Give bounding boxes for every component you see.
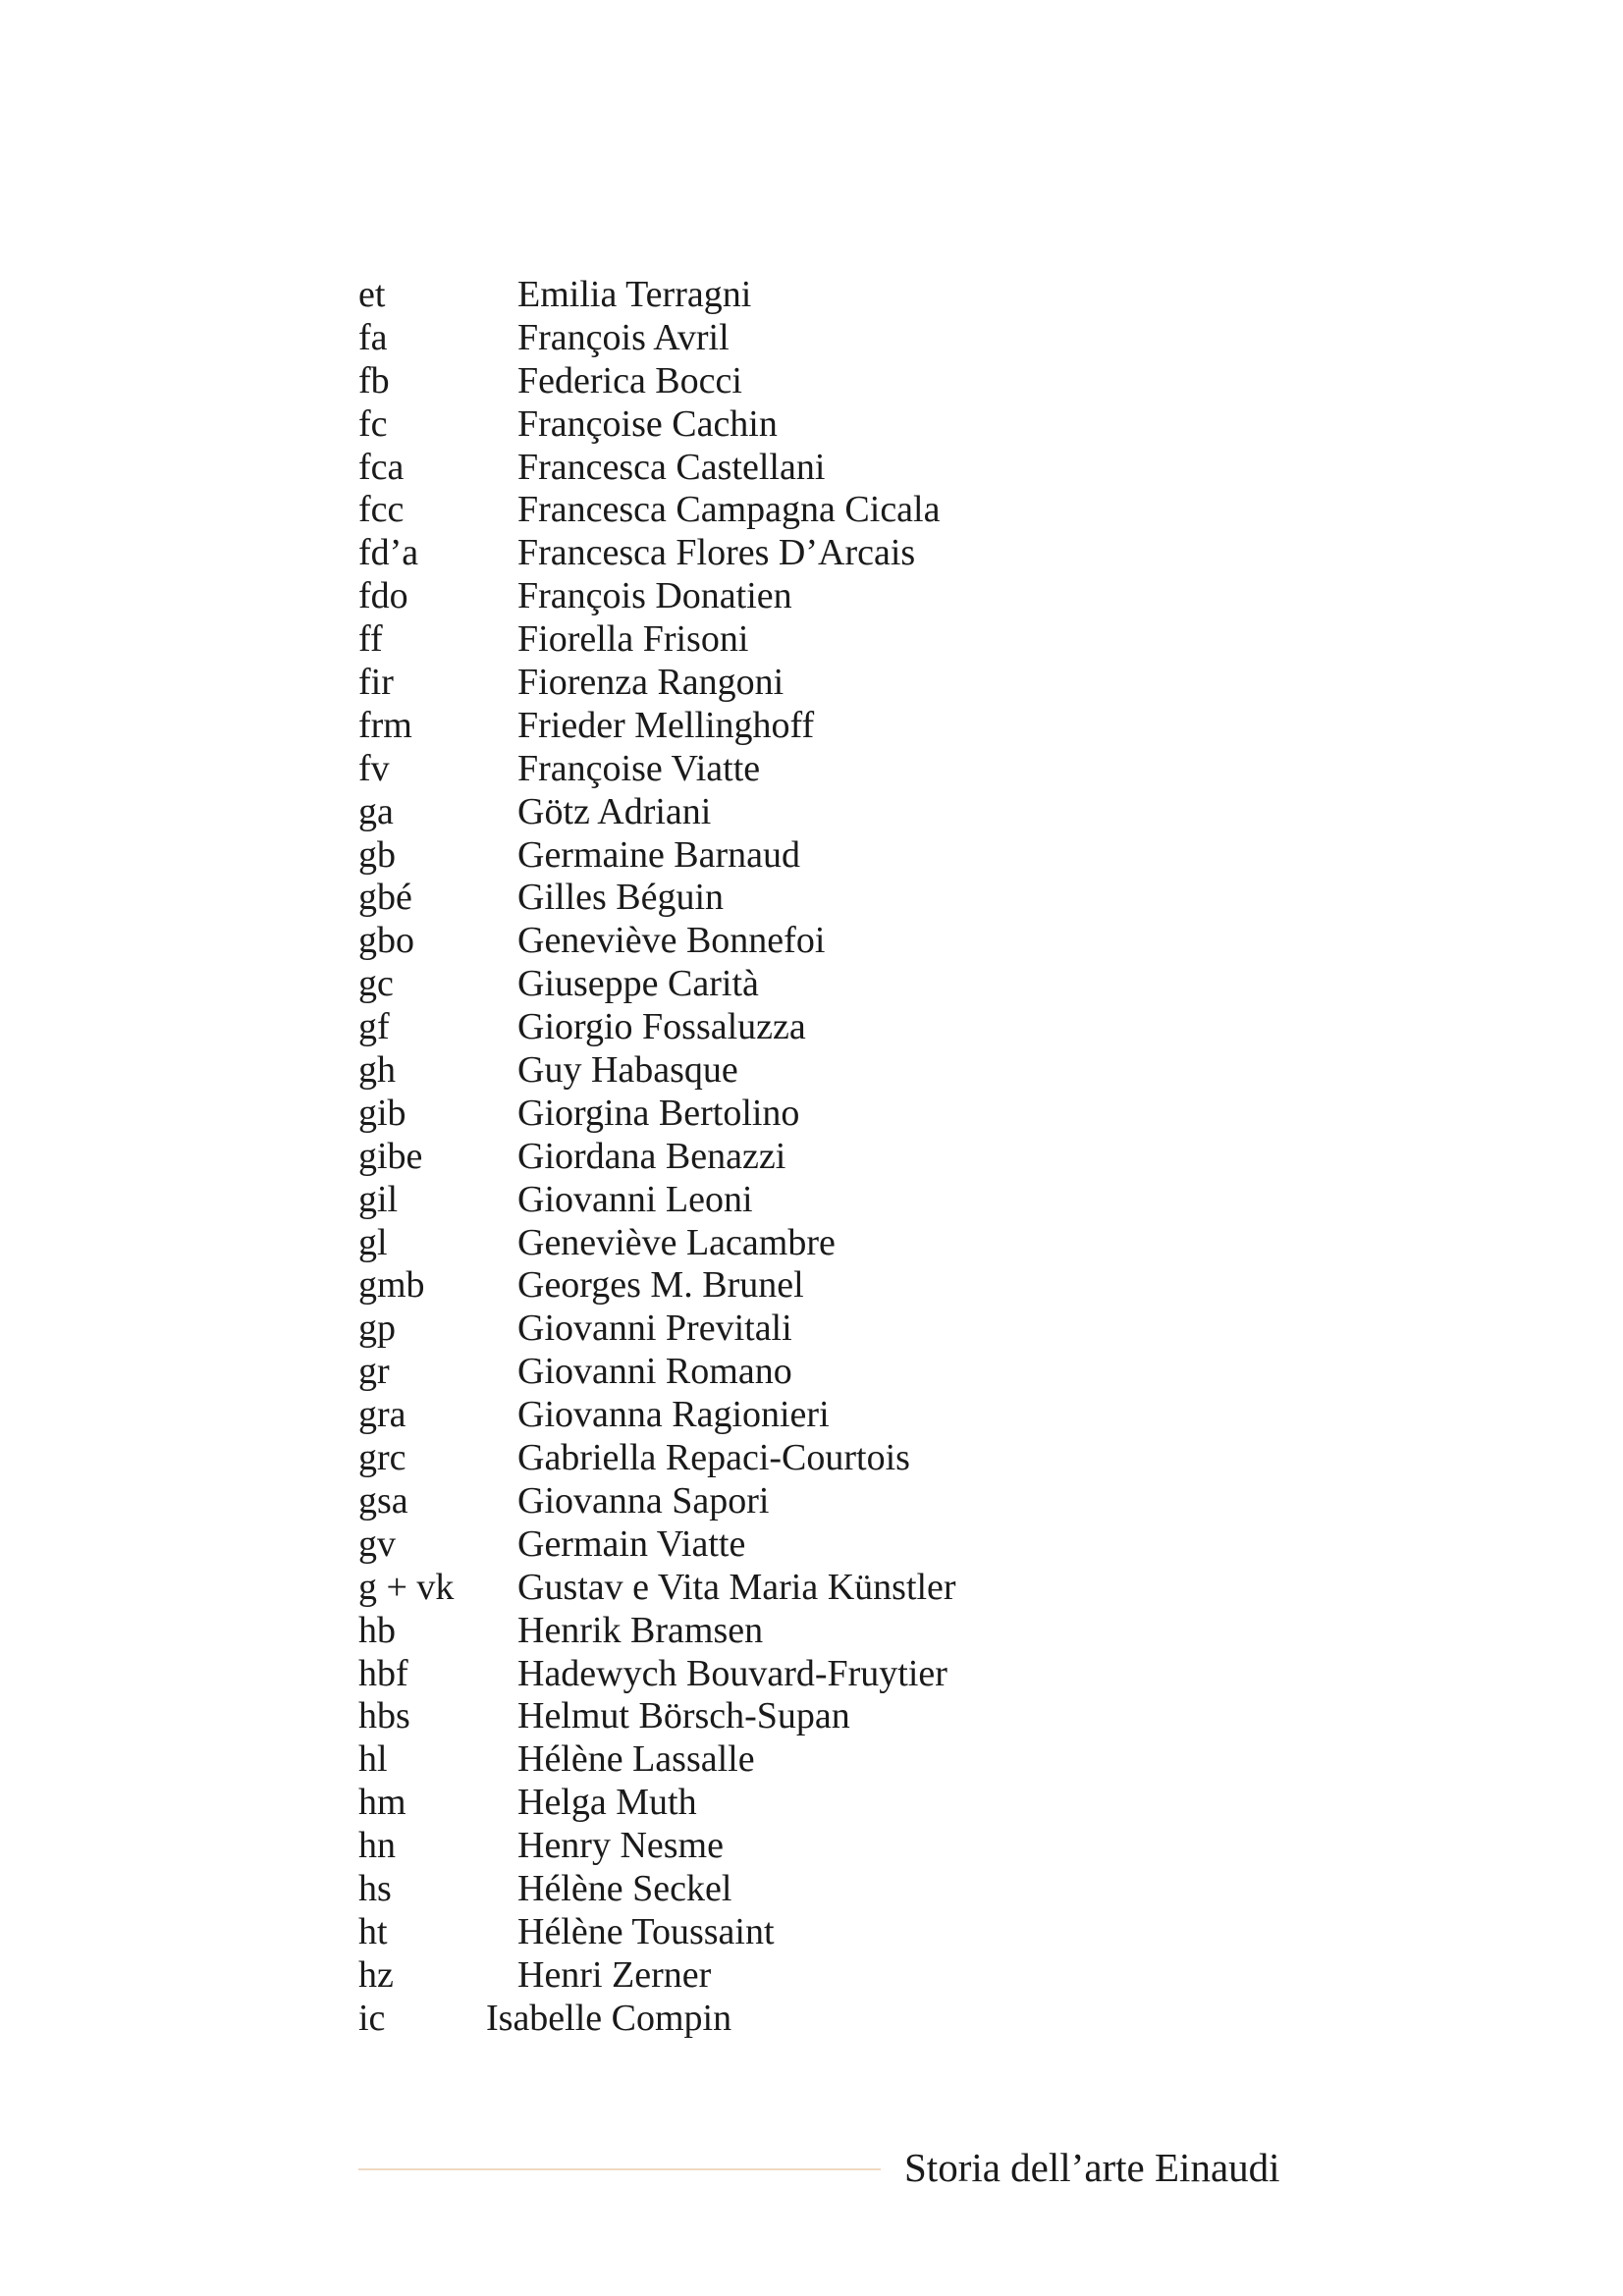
contributor-abbreviation: fdo — [358, 575, 408, 617]
contributor-abbreviation: gra — [358, 1394, 406, 1436]
contributor-entry — [358, 963, 1242, 1006]
contributor-name: Hélène Lassalle — [517, 1738, 755, 1781]
contributor-entry — [358, 532, 1242, 575]
contributor-abbreviation: gbé — [358, 877, 412, 919]
contributor-entry — [358, 1523, 1242, 1567]
footer-title: Storia dell’arte Einaudi — [904, 2145, 1280, 2190]
contributor-abbreviation: hn — [358, 1825, 396, 1867]
contributor-entry — [358, 403, 1242, 447]
contributor-name: Françoise Cachin — [517, 402, 778, 445]
contributor-entry — [358, 317, 1242, 360]
contributor-name: Hélène Seckel — [517, 1867, 732, 1909]
contributor-abbreviation: fb — [358, 359, 390, 401]
contributor-name: Geneviève Lacambre — [517, 1221, 836, 1263]
contributor-abbreviation: fa — [358, 316, 388, 358]
contributor-name: Francesca Campagna Cicala — [517, 489, 941, 531]
contributor-entry — [358, 360, 1242, 403]
contributor-name: Henri Zerner — [517, 1953, 712, 1996]
contributor-abbreviation: gibe — [358, 1135, 423, 1177]
contributor-entry — [358, 1911, 1242, 1954]
contributor-abbreviation: grc — [358, 1437, 406, 1479]
contributor-name: Giovanni Previtali — [517, 1308, 792, 1350]
contributor-abbreviation: gsa — [358, 1479, 408, 1522]
contributor-entry — [358, 1998, 1242, 2041]
contributor-abbreviation: fcc — [358, 489, 405, 531]
contributor-name: Gilles Béguin — [517, 877, 725, 919]
contributor-abbreviation: hl — [358, 1738, 388, 1781]
contributor-name: François Avril — [517, 316, 730, 358]
contributor-entry — [358, 1695, 1242, 1738]
contributor-entry — [358, 1480, 1242, 1523]
contributor-entry — [358, 1006, 1242, 1049]
contributor-abbreviation: fca — [358, 446, 405, 488]
contributor-entry — [358, 575, 1242, 618]
contributor-name: Helmut Börsch-Supan — [517, 1695, 850, 1737]
contributor-entry — [358, 618, 1242, 662]
contributor-name: Frieder Mellinghoff — [517, 704, 815, 746]
contributor-entry — [358, 1825, 1242, 1868]
contributor-name: Henrik Bramsen — [517, 1609, 764, 1651]
contributor-name: Germain Viatte — [517, 1522, 746, 1565]
contributor-entry — [358, 1093, 1242, 1136]
contributor-name: Germaine Barnaud — [517, 833, 801, 876]
contributor-name: Helga Muth — [517, 1782, 697, 1824]
contributor-abbreviation: hbf — [358, 1652, 408, 1694]
contributor-name: Isabelle Compin — [486, 1997, 732, 2039]
contributor-entry — [358, 791, 1242, 834]
contributor-abbreviation: g + vk — [358, 1566, 455, 1608]
contributor-name: Hélène Toussaint — [517, 1910, 775, 1952]
contributor-name: Giuseppe Carità — [517, 963, 759, 1005]
contributor-name: Françoise Viatte — [517, 747, 761, 789]
contributor-name: Giorgina Bertolino — [517, 1092, 800, 1134]
contributor-abbreviation: gib — [358, 1092, 406, 1134]
contributor-entry — [358, 1136, 1242, 1179]
contributor-abbreviation: hm — [358, 1782, 406, 1824]
contributor-entry — [358, 1954, 1242, 1998]
contributor-entry — [358, 447, 1242, 490]
contributor-name: Georges M. Brunel — [517, 1264, 804, 1307]
contributor-abbreviation: ic — [358, 1997, 386, 2039]
contributor-entry — [358, 877, 1242, 920]
contributor-abbreviation: gl — [358, 1221, 388, 1263]
contributor-name: Guy Habasque — [517, 1049, 738, 1092]
contributor-abbreviation: et — [358, 274, 386, 315]
contributor-name: Giovanna Sapori — [517, 1479, 770, 1522]
contributor-entry — [358, 274, 1242, 317]
contributor-abbreviation: fv — [358, 747, 390, 789]
contributor-abbreviation: hs — [358, 1867, 392, 1909]
contributor-entry — [358, 1567, 1242, 1610]
contributor-abbreviation: ga — [358, 790, 394, 832]
contributor-name: François Donatien — [517, 575, 792, 617]
contributor-abbreviation: gh — [358, 1049, 396, 1092]
contributor-abbreviation: gf — [358, 1006, 390, 1048]
contributor-entry — [358, 705, 1242, 748]
contributor-entry — [358, 1264, 1242, 1308]
page-footer — [358, 2138, 1316, 2197]
contributor-abbreviation: ht — [358, 1910, 388, 1952]
contributor-entry — [358, 1437, 1242, 1480]
contributor-entry — [358, 920, 1242, 963]
contributor-abbreviation: fd’a — [358, 532, 419, 574]
contributor-entry — [358, 1222, 1242, 1265]
contributor-abbreviation: gbo — [358, 920, 414, 962]
contributor-name: Giorgio Fossaluzza — [517, 1006, 806, 1048]
contributor-list — [358, 274, 1242, 2041]
contributor-abbreviation: gr — [358, 1351, 390, 1393]
contributor-name: Giovanni Romano — [517, 1351, 792, 1393]
contributor-name: Fiorella Frisoni — [517, 618, 749, 661]
contributor-entry — [358, 1653, 1242, 1696]
contributor-name: Giovanni Leoni — [517, 1178, 753, 1220]
contributor-entry — [358, 1308, 1242, 1351]
contributor-entry — [358, 1049, 1242, 1093]
contributor-name: Francesca Castellani — [517, 446, 826, 488]
contributor-abbreviation: hbs — [358, 1695, 410, 1737]
contributor-name: Federica Bocci — [517, 359, 742, 401]
contributor-abbreviation: hz — [358, 1953, 394, 1996]
contributor-name: Giovanna Ragionieri — [517, 1394, 830, 1436]
contributor-entry — [358, 1394, 1242, 1437]
contributor-entry — [358, 1179, 1242, 1222]
contributor-abbreviation: gp — [358, 1308, 396, 1350]
contributor-entry — [358, 1782, 1242, 1825]
contributor-name: Götz Adriani — [517, 790, 712, 832]
contributor-name: Fiorenza Rangoni — [517, 662, 784, 704]
contributor-entry — [358, 1610, 1242, 1653]
contributor-entry — [358, 1351, 1242, 1394]
contributor-entry — [358, 662, 1242, 705]
contributor-name: Geneviève Bonnefoi — [517, 920, 826, 962]
contributor-abbreviation: gv — [358, 1522, 396, 1565]
footer-rule — [358, 2168, 881, 2170]
contributor-abbreviation: fir — [358, 662, 394, 704]
contributor-name: Francesca Flores D’Arcais — [517, 532, 916, 574]
contributor-abbreviation: fc — [358, 402, 388, 445]
contributor-name: Henry Nesme — [517, 1825, 724, 1867]
contributor-abbreviation: frm — [358, 704, 412, 746]
contributor-name: Gustav e Vita Maria Künstler — [517, 1566, 956, 1608]
contributor-abbreviation: gmb — [358, 1264, 425, 1307]
contributor-name: Hadewych Bouvard-Fruytier — [517, 1652, 947, 1694]
contributor-abbreviation: gc — [358, 963, 394, 1005]
contributor-entry — [358, 1738, 1242, 1782]
contributor-abbreviation: gb — [358, 833, 396, 876]
contributor-entry — [358, 834, 1242, 878]
contributor-name: Giordana Benazzi — [517, 1135, 786, 1177]
contributor-entry — [358, 489, 1242, 532]
contributor-entry — [358, 1868, 1242, 1911]
contributor-name: Emilia Terragni — [517, 274, 752, 315]
contributor-name: Gabriella Repaci-Courtois — [517, 1437, 910, 1479]
contributor-abbreviation: gil — [358, 1178, 399, 1220]
contributor-abbreviation: ff — [358, 618, 383, 661]
contributor-abbreviation: hb — [358, 1609, 396, 1651]
contributor-entry — [358, 748, 1242, 791]
